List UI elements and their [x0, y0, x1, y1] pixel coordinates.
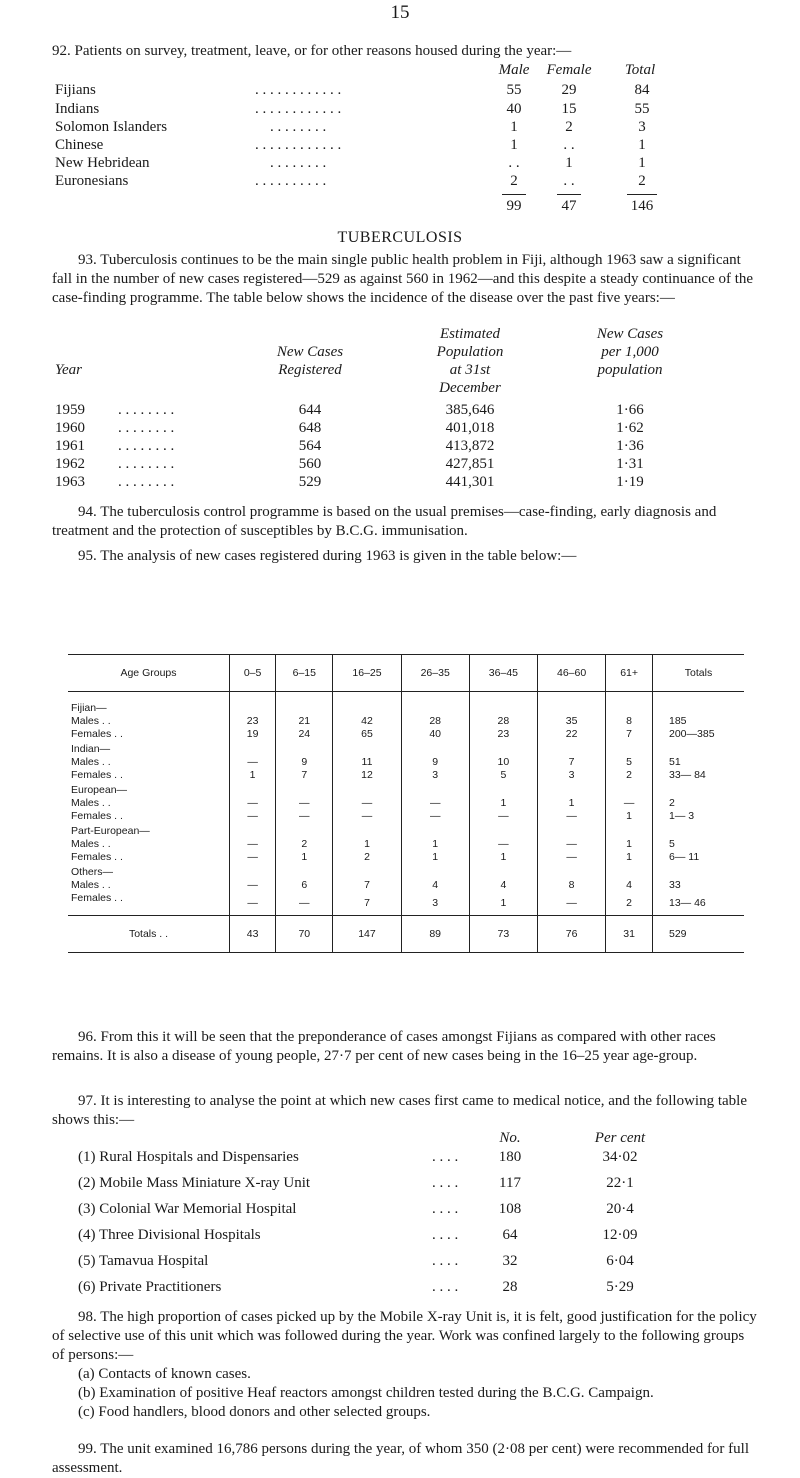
cell: 1 [469, 851, 537, 864]
cell: 5 [606, 756, 653, 769]
hdr-population-4: December [439, 380, 501, 396]
group-name: Part-European— [71, 825, 150, 837]
dot-leader: . . . . [432, 1253, 459, 1269]
p92-row-label: Chinese [55, 137, 104, 153]
row-label: Males . . [71, 879, 111, 891]
cell: 28 [469, 715, 537, 728]
cell: 33— 84 [653, 769, 745, 782]
p92-header-male: Male [498, 62, 530, 78]
dot-leader: . . . . [432, 1175, 459, 1191]
dot-leader: . . . . . . . . [118, 438, 175, 454]
rate-cell: 1·31 [616, 456, 644, 472]
table-row [68, 756, 744, 769]
col-header: 16–25 [333, 655, 401, 692]
cell: 7 [333, 892, 401, 916]
dot-leader: . . . . . . . . [118, 474, 175, 490]
cell: 2 [333, 851, 401, 864]
cell: — [230, 851, 276, 864]
para-96: 96. From this it will be seen that the preponderance of cases amongst Fijians as compared with other races remains. It is also a disease of young people, 27·7 per cent of new cases being in the 16–25 year age-group. [52, 1029, 716, 1064]
rate-cell: 1·36 [616, 438, 644, 454]
p92-row-label: Fijians [55, 82, 96, 98]
p92-row-dots: . . . . . . . . [270, 155, 327, 171]
row-label: Females . . [71, 851, 123, 863]
year-cell: 1959 [55, 402, 85, 418]
p92-row-dots: . . . . . . . . . . [255, 173, 327, 189]
cell: 2 [653, 797, 745, 810]
cell: 7 [333, 879, 401, 892]
col-header: 36–45 [469, 655, 537, 692]
p92-male-total: 99 [506, 198, 522, 214]
cell: 1 [606, 838, 653, 851]
cell: 7 [606, 728, 653, 741]
cell: 2 [606, 892, 653, 916]
notice-label: (2) Mobile Mass Miniature X-ray Unit [78, 1175, 311, 1191]
group-name: European— [71, 784, 128, 796]
population-cell: 385,646 [445, 402, 495, 418]
notice-pct: 12·09 [602, 1227, 638, 1243]
cell: 10 [469, 756, 537, 769]
row-label: Males . . [71, 797, 111, 809]
hdr-per1000-1: New Cases [596, 326, 664, 342]
col-header: 61+ [606, 655, 653, 692]
notice-label: (1) Rural Hospitals and Dispensaries [78, 1149, 299, 1165]
p92-male-value: 1 [510, 137, 518, 153]
population-cell: 427,851 [445, 456, 495, 472]
cell: — [230, 797, 276, 810]
cell: — [469, 838, 537, 851]
p92-row-label: Indians [55, 101, 100, 117]
cell: — [230, 838, 276, 851]
row-label: Females . . [71, 769, 123, 781]
total-cell: 31 [606, 916, 653, 953]
col-header: Age Groups [68, 655, 230, 692]
cases-cell: 648 [298, 420, 322, 436]
rate-cell: 1·66 [616, 402, 644, 418]
cell: 7 [276, 769, 333, 782]
table-row [68, 810, 744, 823]
col-header: 46–60 [538, 655, 606, 692]
cell: 1 [469, 892, 537, 916]
total-cell: 76 [538, 916, 606, 953]
cell: 2 [276, 838, 333, 851]
para-94: 94. The tuberculosis control programme is based on the usual premises—case-finding, early diagnosis and treatment and the protection of susceptibles by B.C.G. immunisation. [52, 504, 717, 539]
rate-cell: 1·19 [616, 474, 644, 490]
notice-label: (6) Private Practitioners [78, 1279, 222, 1295]
p92-female-value: 1 [565, 155, 573, 171]
p92-row-dots: . . . . . . . . . . . . [255, 137, 342, 153]
cell: 2 [606, 769, 653, 782]
page-number: 15 [390, 2, 410, 23]
notice-pct: 20·4 [606, 1201, 634, 1217]
para-97: 97. It is interesting to analyse the point at which new cases first came to medical notice, and the following table shows this:— [52, 1093, 747, 1128]
cell: 1 [606, 810, 653, 823]
notice-no: 32 [502, 1253, 518, 1269]
p92-row-dots: . . . . . . . . . . . . [255, 82, 342, 98]
cell: 23 [230, 715, 276, 728]
p92-male-value: 2 [510, 173, 518, 189]
cell: 5 [469, 769, 537, 782]
p92-total-value: 1 [638, 137, 646, 153]
population-cell: 441,301 [445, 474, 495, 490]
p92-grand-total: 146 [630, 198, 654, 214]
age-analysis-table [68, 654, 744, 953]
cell: — [333, 797, 401, 810]
row-label: Males . . [71, 838, 111, 850]
population-cell: 413,872 [445, 438, 495, 454]
cell: 3 [401, 769, 469, 782]
col-header: 0–5 [230, 655, 276, 692]
col-header: Totals [653, 655, 745, 692]
total-cell: 73 [469, 916, 537, 953]
row-label: Females . . [71, 810, 123, 822]
table-row [68, 715, 744, 728]
cell: — [230, 810, 276, 823]
group-header-row [68, 864, 744, 879]
cell: 23 [469, 728, 537, 741]
notice-pct: 5·29 [606, 1279, 634, 1295]
section-heading: TUBERCULOSIS [337, 229, 463, 246]
year-cell: 1962 [55, 456, 85, 472]
para-98: 98. The high proportion of cases picked up by the Mobile X-ray Unit is, it is felt, good justification for the policy of selective use of this unit which was followed during the year. Work was confined largely to the following groups of persons:— [52, 1309, 757, 1363]
cell: 200—385 [653, 728, 745, 741]
cell: 1 [538, 797, 606, 810]
notice-pct: 22·1 [606, 1175, 634, 1191]
p92-row-label: New Hebridean [55, 155, 150, 171]
cell: 4 [469, 879, 537, 892]
table-row [68, 838, 744, 851]
hdr-new-cases-2: Registered [278, 362, 342, 378]
cell: 24 [276, 728, 333, 741]
table-row [68, 851, 744, 864]
total-cell: 529 [653, 916, 745, 953]
cell: 42 [333, 715, 401, 728]
group-name: Others— [71, 866, 114, 878]
hdr-per-cent: Per cent [594, 1130, 646, 1146]
group-header-row [68, 782, 744, 797]
para-95: 95. The analysis of new cases registered during 1963 is given in the table below:— [78, 548, 577, 564]
totals-label: Totals . . [68, 916, 230, 953]
row-label: Males . . [71, 715, 111, 727]
para-93: 93. Tuberculosis continues to be the main single public health problem in Fiji, although 1963 saw a significant fall in the number of new cases registered—529 as against 560 in 1962—and this despite a steady continuance of the case-finding programme. The table below shows the incidence of the disease over the past five years:— [52, 252, 754, 306]
cell: 5 [653, 838, 745, 851]
cell: — [538, 810, 606, 823]
year-cell: 1961 [55, 438, 85, 454]
group-name: Indian— [71, 743, 111, 755]
hdr-population-2: Population [436, 344, 504, 360]
group-name: Fijian— [71, 702, 107, 714]
p92-male-value: 55 [506, 82, 522, 98]
table-header-row [68, 655, 744, 692]
cell: 1 [606, 851, 653, 864]
cell: — [606, 797, 653, 810]
cell: — [401, 810, 469, 823]
cell: 3 [538, 769, 606, 782]
cell: 1 [333, 838, 401, 851]
p92-female-value: . . [563, 173, 575, 189]
cell: 6 [276, 879, 333, 892]
notice-no: 180 [498, 1149, 522, 1165]
cell: 1 [276, 851, 333, 864]
p92-header-total: Total [624, 62, 656, 78]
hdr-no: No. [499, 1130, 521, 1146]
p92-row-dots: . . . . . . . . . . . . [255, 101, 342, 117]
p92-total-value: 55 [634, 101, 650, 117]
notice-no: 117 [499, 1175, 521, 1191]
year-cell: 1963 [55, 474, 85, 490]
notice-no: 108 [498, 1201, 522, 1217]
p92-male-value: . . [508, 155, 520, 171]
cell: 35 [538, 715, 606, 728]
dot-leader: . . . . . . . . [118, 402, 175, 418]
hdr-per1000-3: population [597, 362, 663, 378]
cell: 4 [606, 879, 653, 892]
cell: 28 [401, 715, 469, 728]
cell: 11 [333, 756, 401, 769]
cell: — [230, 892, 276, 916]
cell: 1 [401, 838, 469, 851]
hdr-new-cases-1: New Cases [276, 344, 344, 360]
hdr-per1000-2: per 1,000 [601, 344, 659, 360]
cell: 21 [276, 715, 333, 728]
dot-leader: . . . . [432, 1227, 459, 1243]
p92-female-value: 15 [561, 101, 577, 117]
notice-label: (3) Colonial War Memorial Hospital [78, 1201, 297, 1217]
cell: 185 [653, 715, 745, 728]
hdr-population-1: Estimated [440, 326, 500, 342]
cell: 9 [276, 756, 333, 769]
dot-leader: . . . . [432, 1279, 459, 1295]
para-92-intro: 92. Patients on survey, treatment, leave, or for other reasons housed during the year:— [52, 43, 572, 59]
hdr-population-3: at 31st [449, 362, 491, 378]
cell: 19 [230, 728, 276, 741]
cell: 1 [230, 769, 276, 782]
p92-total-value: 84 [634, 82, 650, 98]
cell: 3 [401, 892, 469, 916]
cases-cell: 644 [298, 402, 322, 418]
dot-leader: . . . . . . . . [118, 420, 175, 436]
totals-row [68, 916, 744, 953]
cell: 12 [333, 769, 401, 782]
row-label: Females . . [71, 892, 123, 904]
group-header-row [68, 741, 744, 756]
notice-label: (5) Tamavua Hospital [78, 1253, 209, 1269]
cell: — [538, 851, 606, 864]
para-99: 99. The unit examined 16,786 persons during the year, of whom 350 (2·08 per cent) were recommended for full assessment. [52, 1441, 750, 1476]
p92-female-value: . . [563, 137, 575, 153]
cell: — [401, 797, 469, 810]
p92-row-label: Euronesians [55, 173, 129, 189]
sum-rule [627, 194, 657, 195]
dot-leader: . . . . . . . . [118, 456, 175, 472]
total-cell: 70 [276, 916, 333, 953]
cell: — [230, 879, 276, 892]
p92-female-value: 29 [561, 82, 577, 98]
p92-row-label: Solomon Islanders [55, 119, 168, 135]
cell: — [538, 838, 606, 851]
dot-leader: . . . . [432, 1201, 459, 1217]
cell: — [230, 756, 276, 769]
list-item: (a) Contacts of known cases. [78, 1366, 251, 1382]
sum-rule [557, 194, 581, 195]
list-item: (b) Examination of positive Heaf reactors amongst children tested during the B.C.G. Campaign. [78, 1385, 654, 1401]
cases-cell: 529 [298, 474, 322, 490]
p92-female-total: 47 [561, 198, 577, 214]
p92-total-value: 3 [638, 119, 646, 135]
notice-no: 28 [502, 1279, 518, 1295]
table-row [68, 892, 744, 916]
cell: — [333, 810, 401, 823]
notice-label: (4) Three Divisional Hospitals [78, 1227, 261, 1243]
table-row [68, 728, 744, 741]
row-label: Males . . [71, 756, 111, 768]
p92-header-female: Female [546, 62, 592, 78]
total-cell: 43 [230, 916, 276, 953]
table-row [68, 797, 744, 810]
cell: 6— 11 [653, 851, 745, 864]
p92-female-value: 2 [565, 119, 573, 135]
cases-cell: 564 [298, 438, 322, 454]
p92-male-value: 40 [506, 101, 522, 117]
cell: — [469, 810, 537, 823]
cell: — [538, 892, 606, 916]
table-row [68, 769, 744, 782]
hdr-year: Year [55, 362, 82, 378]
total-cell: 147 [333, 916, 401, 953]
notice-pct: 34·02 [602, 1149, 638, 1165]
notice-no: 64 [502, 1227, 518, 1243]
year-cell: 1960 [55, 420, 85, 436]
cell: 7 [538, 756, 606, 769]
cases-cell: 560 [298, 456, 322, 472]
population-cell: 401,018 [445, 420, 495, 436]
sum-rule [502, 194, 526, 195]
cell: 8 [606, 715, 653, 728]
p92-male-value: 1 [510, 119, 518, 135]
group-header-row [68, 823, 744, 838]
cell: — [276, 892, 333, 916]
cell: 8 [538, 879, 606, 892]
cell: 1— 3 [653, 810, 745, 823]
cell: — [276, 797, 333, 810]
cell: 13— 46 [653, 892, 745, 916]
cell: 9 [401, 756, 469, 769]
cell: 22 [538, 728, 606, 741]
total-cell: 89 [401, 916, 469, 953]
rate-cell: 1·62 [616, 420, 644, 436]
col-header: 6–15 [276, 655, 333, 692]
table-row [68, 879, 744, 892]
cell: — [276, 810, 333, 823]
p92-row-dots: . . . . . . . . [270, 119, 327, 135]
cell: 51 [653, 756, 745, 769]
cell: 4 [401, 879, 469, 892]
group-header-row [68, 692, 744, 716]
para-98-items [78, 1365, 758, 1422]
notice-pct: 6·04 [606, 1253, 634, 1269]
col-header: 26–35 [401, 655, 469, 692]
dot-leader: . . . . [432, 1149, 459, 1165]
list-item: (c) Food handlers, blood donors and other selected groups. [78, 1404, 431, 1420]
row-label: Females . . [71, 728, 123, 740]
cell: 40 [401, 728, 469, 741]
p92-total-value: 1 [638, 155, 646, 171]
cell: 1 [469, 797, 537, 810]
cell: 33 [653, 879, 745, 892]
p92-total-value: 2 [638, 173, 646, 189]
cell: 65 [333, 728, 401, 741]
cell: 1 [401, 851, 469, 864]
